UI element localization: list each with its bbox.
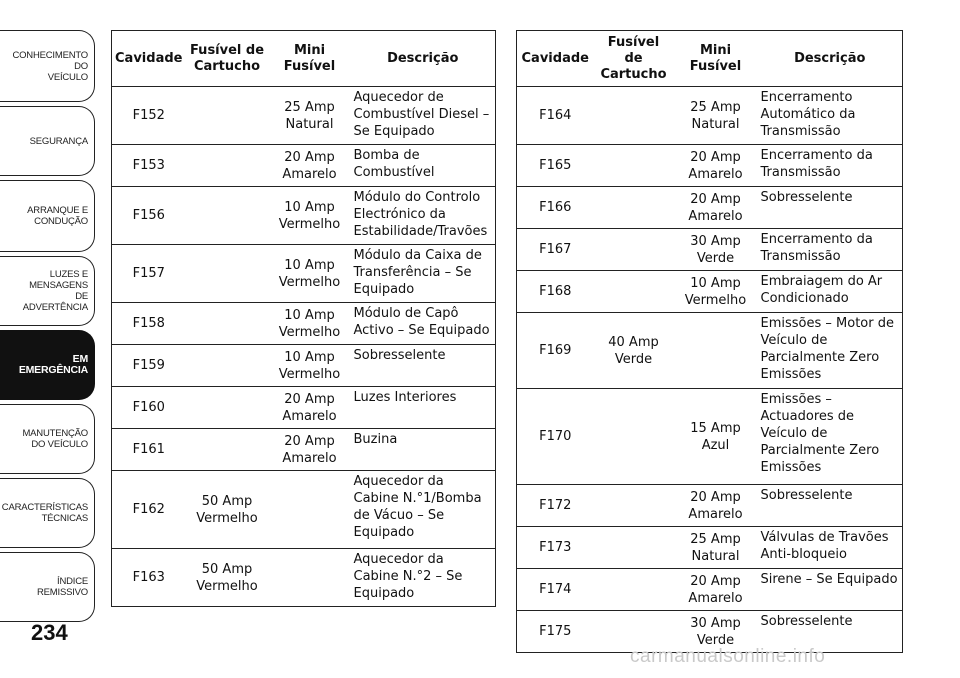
cell-descricao: Aquecedor de Combustível Diesel – Se Equipado (351, 87, 496, 145)
page-number: 234 (31, 620, 68, 645)
tab-conhecimento-do-veiculo[interactable]: CONHECIMENTO DO VEÍCULO (0, 30, 95, 102)
cell-fusivel-cartucho (186, 145, 269, 187)
table-row (517, 485, 903, 527)
cell-descricao: Buzina (351, 429, 496, 471)
header-descricao: Descrição (351, 31, 496, 87)
cell-cavidade: F165 (517, 145, 594, 187)
cell-fusivel-cartucho (594, 271, 674, 313)
cell-cavidade: F161 (112, 429, 186, 471)
table-row (517, 229, 903, 271)
tab-manutencao-do-veiculo[interactable]: MANUTENÇÃO DO VEÍCULO (0, 404, 95, 474)
cell-fusivel-cartucho (186, 345, 269, 387)
cell-fusivel-cartucho (594, 87, 674, 145)
cell-fusivel-cartucho (594, 389, 674, 485)
cell-descricao: Sobresselente (758, 611, 903, 653)
cell-mini-fusivel: 10 Amp Vermelho (269, 187, 351, 245)
cell-descricao: Aquecedor da Cabine N.°2 – Se Equipado (351, 549, 496, 607)
cell-descricao: Sobresselente (758, 485, 903, 527)
header-descricao: Descrição (758, 31, 903, 87)
cell-mini-fusivel (674, 313, 758, 389)
cell-descricao: Sirene – Se Equipado (758, 569, 903, 611)
tab-arranque-e-conducao[interactable]: ARRANQUE E CONDUÇÃO (0, 180, 95, 252)
cell-fusivel-cartucho (594, 485, 674, 527)
cell-mini-fusivel: 20 Amp Amarelo (674, 569, 758, 611)
cell-cavidade: F157 (112, 245, 186, 303)
table-row (112, 303, 496, 345)
cell-mini-fusivel: 20 Amp Amarelo (674, 145, 758, 187)
cell-descricao: Sobresselente (758, 187, 903, 229)
cell-cavidade: F160 (112, 387, 186, 429)
cell-mini-fusivel: 25 Amp Natural (674, 527, 758, 569)
cell-mini-fusivel (269, 471, 351, 549)
cell-cavidade: F168 (517, 271, 594, 313)
cell-descricao: Luzes Interiores (351, 387, 496, 429)
cell-cavidade: F166 (517, 187, 594, 229)
table-row (112, 245, 496, 303)
cell-fusivel-cartucho (594, 187, 674, 229)
table-header-row (517, 31, 903, 87)
table-row (112, 387, 496, 429)
cell-mini-fusivel: 20 Amp Amarelo (269, 429, 351, 471)
cell-fusivel-cartucho (186, 87, 269, 145)
cell-descricao: Sobresselente (351, 345, 496, 387)
tab-em-emergencia[interactable]: EM EMERGÊNCIA (0, 330, 95, 400)
cell-cavidade: F152 (112, 87, 186, 145)
header-mini-fusivel: Mini Fusível (674, 31, 758, 87)
cell-fusivel-cartucho: 50 Amp Vermelho (186, 549, 269, 607)
cell-descricao: Encerramento Automático da Transmissão (758, 87, 903, 145)
cell-mini-fusivel: 10 Amp Vermelho (269, 245, 351, 303)
table-row (112, 87, 496, 145)
table-row (517, 527, 903, 569)
cell-cavidade: F172 (517, 485, 594, 527)
table-row (517, 313, 903, 389)
cell-cavidade: F153 (112, 145, 186, 187)
cell-fusivel-cartucho (594, 145, 674, 187)
fuse-table-left (111, 30, 496, 607)
cell-cavidade: F159 (112, 345, 186, 387)
cell-fusivel-cartucho (186, 245, 269, 303)
cell-fusivel-cartucho: 40 Amp Verde (594, 313, 674, 389)
cell-descricao: Embraiagem do Ar Condicionado (758, 271, 903, 313)
cell-cavidade: F156 (112, 187, 186, 245)
cell-mini-fusivel: 30 Amp Verde (674, 229, 758, 271)
cell-descricao: Módulo de Capô Activo – Se Equipado (351, 303, 496, 345)
cell-mini-fusivel: 10 Amp Vermelho (269, 303, 351, 345)
cell-mini-fusivel: 20 Amp Amarelo (674, 187, 758, 229)
cell-cavidade: F164 (517, 87, 594, 145)
table-row (112, 429, 496, 471)
cell-mini-fusivel: 25 Amp Natural (674, 87, 758, 145)
cell-descricao: Aquecedor da Cabine N.°1/Bomba de Vácuo – Se Equipado (351, 471, 496, 549)
table-row (517, 145, 903, 187)
cell-descricao: Bomba de Combustível (351, 145, 496, 187)
header-cavidade: Cavidade (517, 31, 594, 87)
cell-cavidade: F167 (517, 229, 594, 271)
table-row (517, 271, 903, 313)
table-row (112, 471, 496, 549)
cell-mini-fusivel: 30 Amp Verde (674, 611, 758, 653)
cell-descricao: Válvulas de Travões Anti-bloqueio (758, 527, 903, 569)
header-cavidade: Cavidade (112, 31, 186, 87)
cell-cavidade: F169 (517, 313, 594, 389)
header-fusivel-cartucho: Fusível de Cartucho (186, 31, 269, 87)
cell-descricao: Encerramento da Transmissão (758, 145, 903, 187)
table-row (112, 549, 496, 607)
watermark-text: carmanualsonline.info (630, 646, 826, 667)
cell-mini-fusivel: 25 Amp Natural (269, 87, 351, 145)
cell-fusivel-cartucho (186, 187, 269, 245)
cell-cavidade: F174 (517, 569, 594, 611)
header-mini-fusivel: Mini Fusível (269, 31, 351, 87)
cell-descricao: Encerramento da Transmissão (758, 229, 903, 271)
cell-descricao: Módulo do Controlo Electrónico da Estabilidade/Travões (351, 187, 496, 245)
table-row (517, 389, 903, 485)
cell-fusivel-cartucho (186, 387, 269, 429)
cell-fusivel-cartucho: 50 Amp Vermelho (186, 471, 269, 549)
cell-mini-fusivel: 15 Amp Azul (674, 389, 758, 485)
cell-fusivel-cartucho (186, 429, 269, 471)
cell-descricao: Emissões – Actuadores de Veículo de Parcialmente Zero Emissões (758, 389, 903, 485)
cell-cavidade: F175 (517, 611, 594, 653)
tab-luzes-e-mensagens[interactable]: LUZES E MENSAGENS DE ADVERTÊNCIA (0, 256, 95, 326)
table-row (112, 187, 496, 245)
cell-cavidade: F158 (112, 303, 186, 345)
cell-mini-fusivel: 20 Amp Amarelo (269, 145, 351, 187)
cell-cavidade: F162 (112, 471, 186, 549)
cell-cavidade: F170 (517, 389, 594, 485)
cell-fusivel-cartucho (594, 527, 674, 569)
cell-fusivel-cartucho (594, 229, 674, 271)
cell-mini-fusivel (269, 549, 351, 607)
cell-cavidade: F163 (112, 549, 186, 607)
cell-descricao: Emissões – Motor de Veículo de Parcialmente Zero Emissões (758, 313, 903, 389)
table-row (517, 569, 903, 611)
table-row (517, 187, 903, 229)
cell-fusivel-cartucho (594, 569, 674, 611)
header-fusivel-cartucho: Fusível de Cartucho (594, 31, 674, 87)
tab-indice-remissivo[interactable]: ÍNDICE REMISSIVO (0, 552, 95, 622)
cell-mini-fusivel: 20 Amp Amarelo (674, 485, 758, 527)
cell-fusivel-cartucho (186, 303, 269, 345)
table-row (517, 87, 903, 145)
table-row (112, 145, 496, 187)
tab-seguranca[interactable]: SEGURANÇA (0, 106, 95, 176)
tab-caracteristicas-tecnicas[interactable]: CARACTERÍSTICAS TÉCNICAS (0, 478, 95, 548)
cell-descricao: Módulo da Caixa de Transferência – Se Equipado (351, 245, 496, 303)
table-header-row (112, 31, 496, 87)
fuse-table-right (516, 30, 903, 653)
cell-mini-fusivel: 10 Amp Vermelho (674, 271, 758, 313)
table-row (112, 345, 496, 387)
cell-cavidade: F173 (517, 527, 594, 569)
cell-mini-fusivel: 10 Amp Vermelho (269, 345, 351, 387)
cell-mini-fusivel: 20 Amp Amarelo (269, 387, 351, 429)
